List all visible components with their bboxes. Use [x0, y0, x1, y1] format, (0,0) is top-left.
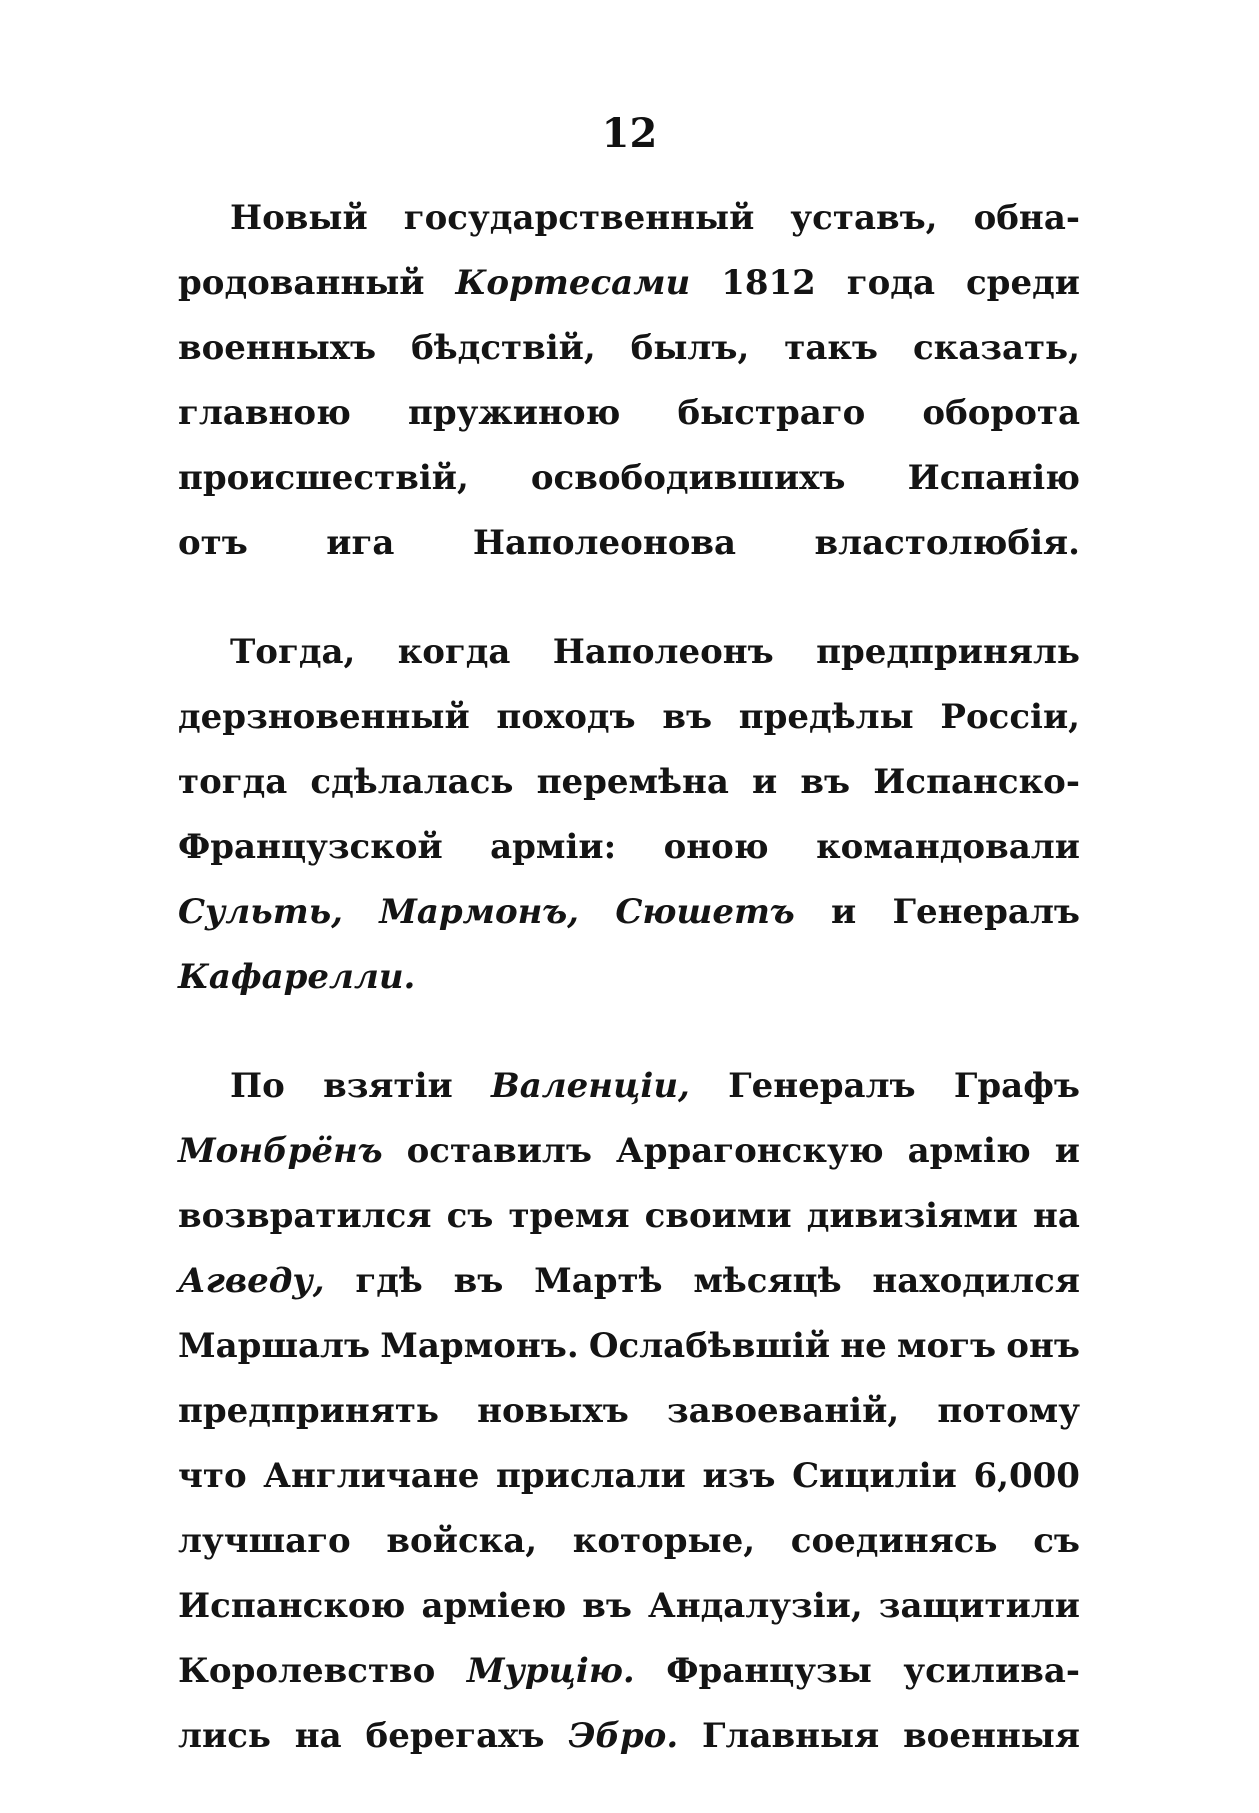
word: Мармонъ, — [379, 892, 580, 932]
word: предѣлы — [738, 697, 914, 737]
word: и — [752, 762, 778, 802]
text-line — [178, 446, 1080, 511]
word: Наполеонъ — [552, 632, 774, 672]
word: Монбрёнъ — [178, 1131, 383, 1171]
word: не — [840, 1326, 887, 1366]
word: военныя — [903, 1716, 1080, 1756]
word: По — [230, 1066, 285, 1106]
word: Мармонъ. — [380, 1326, 579, 1366]
word: быстраго — [677, 393, 866, 433]
word: на — [294, 1716, 342, 1756]
word: Агведу, — [178, 1261, 325, 1301]
word: Валенціи, — [491, 1066, 690, 1106]
word: сдѣлалась — [310, 762, 514, 802]
text-line — [178, 1249, 1080, 1314]
word: новыхъ — [477, 1391, 629, 1431]
word: усилива- — [903, 1651, 1080, 1691]
word: оною — [663, 827, 769, 867]
paragraph — [178, 620, 1080, 1010]
word: съ — [1033, 1521, 1080, 1561]
word: Кафарелли. — [178, 957, 416, 997]
text-line — [178, 815, 1080, 880]
word: и — [831, 892, 857, 932]
word: ига — [326, 523, 395, 563]
word: взятіи — [323, 1066, 453, 1106]
word: Тогда, — [230, 632, 356, 672]
word: Генералъ — [892, 892, 1080, 932]
word: тогда — [178, 762, 288, 802]
word: освободившихъ — [530, 458, 846, 498]
word: на — [1033, 1196, 1080, 1236]
word: военныхъ — [178, 328, 377, 368]
word: Андалузіи, — [648, 1586, 863, 1626]
word: гдѣ — [355, 1261, 423, 1301]
word: Новый — [230, 198, 368, 238]
word: арміею — [421, 1586, 567, 1626]
word: властолюбія. — [814, 523, 1080, 563]
word: бѣдствій, — [411, 328, 596, 368]
text-line — [178, 1574, 1080, 1639]
word: когда — [397, 632, 511, 672]
text-line — [178, 880, 1080, 945]
word: перемѣна — [536, 762, 729, 802]
word: лучшаго — [178, 1521, 351, 1561]
text-line — [178, 1119, 1080, 1184]
word: Россіи, — [940, 697, 1080, 737]
text-line — [178, 945, 1080, 1010]
word: такъ — [784, 328, 878, 368]
word: былъ, — [630, 328, 750, 368]
word: среди — [965, 263, 1080, 303]
word: и — [1054, 1131, 1080, 1171]
word: завоеваній, — [666, 1391, 900, 1431]
text-line — [178, 511, 1080, 576]
word: тремя — [508, 1196, 630, 1236]
word: Испанскою — [178, 1586, 406, 1626]
word: Французы — [666, 1651, 872, 1691]
word: армію — [907, 1131, 1031, 1171]
word: сказать, — [912, 328, 1080, 368]
word: дивизіями — [806, 1196, 1018, 1236]
word: арміи: — [490, 827, 617, 867]
word: могъ — [896, 1326, 997, 1366]
word: 1812 — [721, 263, 816, 303]
word: обна- — [973, 198, 1080, 238]
word: прислали — [496, 1456, 686, 1496]
word: изъ — [702, 1456, 776, 1496]
word: командовали — [816, 827, 1080, 867]
word: дерзновенный — [178, 697, 470, 737]
word: Сициліи — [792, 1456, 957, 1496]
word: потому — [937, 1391, 1080, 1431]
word: Главныя — [702, 1716, 880, 1756]
word: оборота — [922, 393, 1080, 433]
word: Испанско- — [873, 762, 1080, 802]
text-line — [178, 1704, 1080, 1769]
word: Аррагонскую — [616, 1131, 884, 1171]
word: уставъ, — [790, 198, 938, 238]
text-line — [178, 1054, 1080, 1119]
word: онъ — [1006, 1326, 1080, 1366]
text-line — [178, 1184, 1080, 1249]
page-number: 12 — [601, 110, 658, 157]
text-line — [178, 1444, 1080, 1509]
word: 6,000 — [973, 1456, 1080, 1496]
text-line — [178, 750, 1080, 815]
word: Графъ — [953, 1066, 1080, 1106]
word: которые, — [572, 1521, 756, 1561]
text-line — [178, 381, 1080, 446]
word: предприняль — [816, 632, 1080, 672]
word: пружиною — [407, 393, 621, 433]
word: происшествій, — [178, 458, 469, 498]
word: Сюшетъ — [615, 892, 795, 932]
word: предпринять — [178, 1391, 439, 1431]
word: въ — [453, 1261, 504, 1301]
text-line — [178, 685, 1080, 750]
word: Генералъ — [728, 1066, 916, 1106]
text-line — [178, 620, 1080, 685]
word: въ — [582, 1586, 632, 1626]
word: берегахъ — [365, 1716, 545, 1756]
word: Мартѣ — [534, 1261, 663, 1301]
word: отъ — [178, 523, 248, 563]
word: Англичане — [263, 1456, 480, 1496]
word: Французской — [178, 827, 443, 867]
text-line — [178, 1509, 1080, 1574]
text-line — [178, 1314, 1080, 1379]
word: мѣсяцѣ — [693, 1261, 842, 1301]
word: Эбро. — [568, 1716, 679, 1756]
paragraph — [178, 1054, 1080, 1769]
body-text — [178, 186, 1080, 1813]
word: войска, — [386, 1521, 538, 1561]
text-line — [178, 316, 1080, 381]
word: главною — [178, 393, 351, 433]
word: государственный — [403, 198, 755, 238]
word: лись — [178, 1716, 271, 1756]
word: Мурцію. — [466, 1651, 635, 1691]
word: Маршалъ — [178, 1326, 371, 1366]
word: Наполеонова — [472, 523, 737, 563]
text-line — [178, 251, 1080, 316]
word: что — [178, 1456, 247, 1496]
word: Сульть, — [178, 892, 343, 932]
word: съ — [446, 1196, 494, 1236]
word: Испанію — [907, 458, 1080, 498]
word: Королевство — [178, 1651, 436, 1691]
text-line — [178, 1639, 1080, 1704]
word: защитили — [878, 1586, 1080, 1626]
word: года — [846, 263, 936, 303]
word: Кортесами — [455, 263, 691, 303]
word: находился — [872, 1261, 1080, 1301]
word: въ — [662, 697, 713, 737]
word: походъ — [496, 697, 636, 737]
word: соединясь — [790, 1521, 998, 1561]
word: оставилъ — [406, 1131, 592, 1171]
text-line — [178, 186, 1080, 251]
text-line — [178, 1379, 1080, 1444]
word: возвратился — [178, 1196, 432, 1236]
word: своими — [644, 1196, 792, 1236]
word: въ — [800, 762, 851, 802]
word: Ослабѣвшій — [588, 1326, 831, 1366]
word: родованный — [178, 263, 425, 303]
paragraph — [178, 186, 1080, 576]
